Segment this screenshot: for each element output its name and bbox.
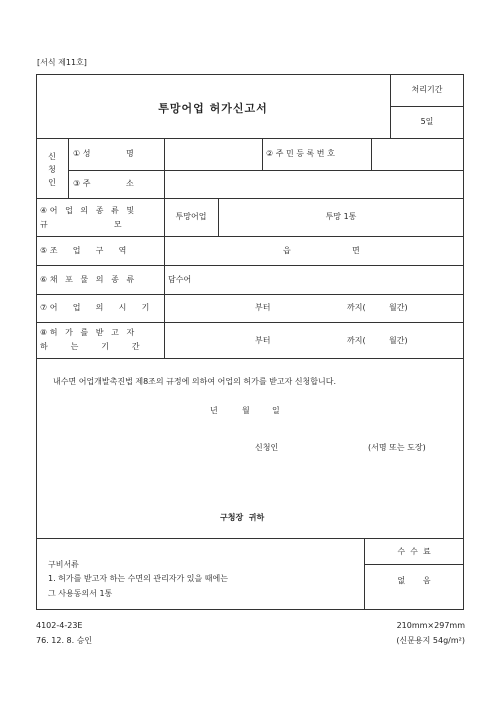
permit-period-label-line2: 하 는 기 간 — [40, 342, 140, 351]
documents-line2: 그 사용동의서 1통 — [48, 589, 113, 598]
recipient: 구청장 귀하 — [220, 513, 265, 522]
fishing-period-label: ⑦ 어 업 의 시 기 — [40, 303, 150, 312]
catch-type-label: ⑥ 채 포 물 의 종 류 — [40, 275, 135, 284]
rrn-label: ② 주 민 등 록 번 호 — [266, 149, 335, 158]
fee-label: 수 수 료 — [397, 547, 431, 556]
form-title: 투망어업 허가신고서 — [158, 102, 268, 115]
rule-row7-bottom — [36, 322, 464, 323]
catch-type-value: 담수어 — [168, 275, 192, 284]
business-type-label-line2: 규 모 — [40, 220, 122, 229]
name-field[interactable] — [165, 139, 261, 169]
rule-row4-bottom — [36, 236, 464, 237]
fee-split — [364, 564, 464, 565]
processing-value: 5일 — [420, 117, 434, 126]
address-field[interactable] — [165, 171, 463, 197]
rule-applicant-group — [68, 138, 69, 198]
permit-period-from: 부터 — [255, 336, 271, 345]
fishing-period-from: 부터 — [255, 303, 271, 312]
processing-label: 처리기간 — [411, 85, 443, 94]
business-scale-value: 투망 1통 — [325, 212, 357, 221]
date-day: 일 — [272, 406, 280, 415]
fishing-area-label: ⑤ 조 업 구 역 — [40, 246, 127, 255]
fishing-area-myeon: 면 — [352, 246, 360, 255]
rule-row8-bottom — [36, 358, 464, 359]
application-statement: 내수면 어업개발촉진법 제8조의 규정에 의하여 어업의 허가를 받고자 신청합니다. — [53, 377, 336, 386]
fishing-period-to: 까지( — [347, 303, 366, 312]
fishing-area-eup: 읍 — [283, 246, 291, 255]
permit-period-months: 월간) — [389, 336, 408, 345]
address-label: ③ 주 소 — [73, 179, 134, 188]
business-type-label-line1: ④ 어 업 의 종 류 및 — [40, 206, 135, 215]
documents-line1: 1. 허가를 받고자 하는 수면의 관리자가 있을 때에는 — [48, 574, 228, 583]
applicant-group-label: 신 청 인 — [48, 152, 56, 187]
rule-applicant-bottom — [36, 198, 464, 199]
signature-or-seal: (서명 또는 도장) — [368, 443, 426, 452]
paper-type: (신문용지 54g/m²) — [396, 636, 465, 645]
permit-period-to: 까지( — [347, 336, 366, 345]
processing-split — [390, 106, 464, 107]
rule-rrn-left — [262, 138, 263, 170]
name-label: ① 성 명 — [73, 149, 134, 158]
rule-statement-bottom — [36, 538, 464, 539]
approval-date: 76. 12. 8. 승인 — [36, 636, 93, 645]
form-code: 4102-4-23E — [36, 621, 83, 630]
form-number-tag: [서식 제11호] — [37, 58, 87, 67]
business-type-value: 투망어업 — [175, 212, 207, 221]
rrn-field[interactable] — [372, 139, 463, 169]
paper-size: 210mm×297mm — [396, 621, 465, 630]
rule-row5-bottom — [36, 265, 464, 266]
permit-period-label-line1: ⑧ 허 가 를 받 고 자 — [40, 328, 135, 337]
fishing-period-months: 월간) — [389, 303, 408, 312]
applicant-sign-label: 신청인 — [255, 443, 279, 452]
date-year: 년 — [210, 406, 218, 415]
date-month: 월 — [242, 406, 250, 415]
documents-heading: 구비서류 — [48, 560, 79, 569]
fee-value: 없 음 — [397, 576, 431, 585]
rule-row6-bottom — [36, 294, 464, 295]
